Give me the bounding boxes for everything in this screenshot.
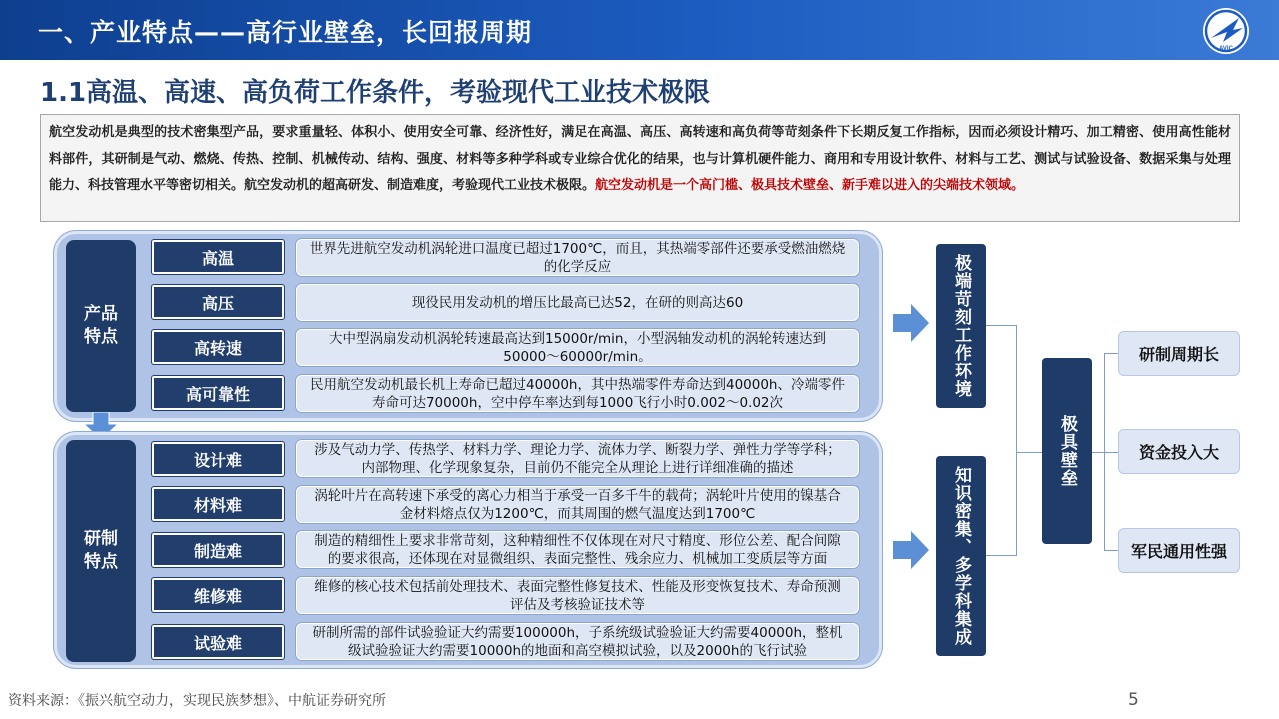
- result-high-investment: 资金投入大: [1118, 429, 1240, 474]
- connector-line: [1104, 550, 1118, 551]
- rd-label-maintenance: 维修难: [152, 578, 284, 612]
- rd-label-design: 设计难: [152, 442, 284, 476]
- feature-label-high-pressure: 高压: [152, 285, 284, 319]
- right-arrow-icon-top: [893, 304, 929, 342]
- knowledge-intensive-text: 知识密集、多学科集成: [951, 466, 971, 646]
- feature-label-high-temp: 高温: [152, 240, 284, 274]
- rd-desc-manufacture: 制造的精细性上要求非常苛刻，这种精细性不仅体现在对尺寸精度、形位公差、配合间隙的要求很高，还体现在对显微组织、表面完整性、残余应力、机械加工变质层等方面: [296, 531, 859, 568]
- feature-desc-high-reliability: 民用航空发动机最长机上寿命已超过40000h，其中热端零件寿命达到40000h、冷端零件寿命可达70000h，空中停车率达到每1000飞行小时0.002～0.02次: [296, 375, 859, 412]
- avic-logo-icon: [1203, 8, 1249, 54]
- rd-desc-material: 涡轮叶片在高转速下承受的离心力相当于承受一百多千牛的载荷；涡轮叶片使用的镍基合金材料熔点仅为1200℃，而其周围的燃气温度达到1700℃: [296, 486, 859, 523]
- result-dual-use: 军民通用性强: [1118, 528, 1240, 573]
- footer-source: 资料来源：《振兴航空动力，实现民族梦想》、中航证券研究所: [8, 693, 386, 709]
- header-title: 一、产业特点——高行业壁垒，长回报周期: [38, 18, 533, 47]
- connector-line: [1104, 452, 1118, 453]
- section-subtitle: 1.1高温、高速、高负荷工作条件，考验现代工业技术极限: [40, 78, 711, 108]
- connector-line: [1016, 325, 1017, 556]
- connector-line: [1092, 452, 1104, 453]
- rd-label-testing: 试验难: [152, 625, 284, 659]
- connector-line: [986, 555, 1016, 556]
- rd-features-side-label: 研制 特点: [66, 440, 136, 662]
- logo-text: AVIC: [1219, 46, 1233, 52]
- rd-desc-design: 涉及气动力学、传热学、材料力学、理论力学、流体力学、断裂力学、弹性力学等学科；内部物理、化学现象复杂，目前仍不能完全从理论上进行详细准确的描述: [296, 440, 859, 477]
- connector-line: [1016, 452, 1042, 453]
- connector-line: [986, 325, 1016, 326]
- feature-desc-high-speed: 大中型涡扇发动机涡轮转速最高达到15000r/min，小型涡轴发动机的涡轮转速达到50000～60000r/min。: [296, 329, 859, 366]
- knowledge-intensive-box: [936, 456, 986, 656]
- rd-desc-testing: 研制所需的部件试验验证大约需要100000h，子系统级试验验证大约需要40000h，整机级试验验证大约需要10000h的地面和高空模拟试验，以及2000h的飞行试验: [296, 623, 859, 660]
- rd-label-manufacture: 制造难: [152, 533, 284, 567]
- right-arrow-icon-bottom: [893, 531, 929, 569]
- feature-label-high-reliability: 高可靠性: [152, 376, 284, 410]
- feature-label-high-speed: 高转速: [152, 330, 284, 364]
- barrier-text: 极具壁垒: [1057, 415, 1077, 487]
- avic-logo: [1203, 8, 1249, 54]
- intro-highlight: 航空发动机是一个高门槛、极具技术壁垒、新手难以进入的尖端技术领域。: [595, 178, 1025, 193]
- barrier-box: [1042, 358, 1092, 544]
- result-long-cycle: 研制周期长: [1118, 331, 1240, 376]
- product-features-side-label: 产品 特点: [66, 240, 136, 412]
- extreme-environment-box: [936, 244, 986, 408]
- rd-label-material: 材料难: [152, 487, 284, 521]
- connector-line: [1104, 353, 1118, 354]
- page-number: 5: [1128, 690, 1139, 710]
- intro-text: 航空发动机是典型的技术密集型产品，要求重量轻、体积小、使用安全可靠、经济性好，满足在高温、高压、高转速和高负荷等苛刻条件下长期反复工作指标，因而必须设计精巧、加工精密、使用高性能材料部件，其研制是气动、燃烧、传热、控制、机械传动、结构、强度、材料等多种学科或专业综合优化的结果，也与计算机硬件能力、商用和专用设计软件、材料与工艺、测试与试验设备、数据采集与处理能力、科技管理水平等密切相关。航空发动机的超高研发、制造难度，考验现代工业技术极限。: [49, 125, 1231, 193]
- intro-paragraph: [40, 114, 1240, 222]
- feature-desc-high-pressure: 现役民用发动机的增压比最高已达52，在研的则高达60: [296, 284, 859, 321]
- feature-desc-high-temp: 世界先进航空发动机涡轮进口温度已超过1700℃，而且，其热端零部件还要承受燃油燃烧的化学反应: [296, 239, 859, 276]
- extreme-environment-text: 极端苛刻工作环境: [951, 254, 971, 398]
- rd-desc-maintenance: 维修的核心技术包括前处理技术、表面完整性修复技术、性能及形变恢复技术、寿命预测评估及考核验证技术等: [296, 577, 859, 614]
